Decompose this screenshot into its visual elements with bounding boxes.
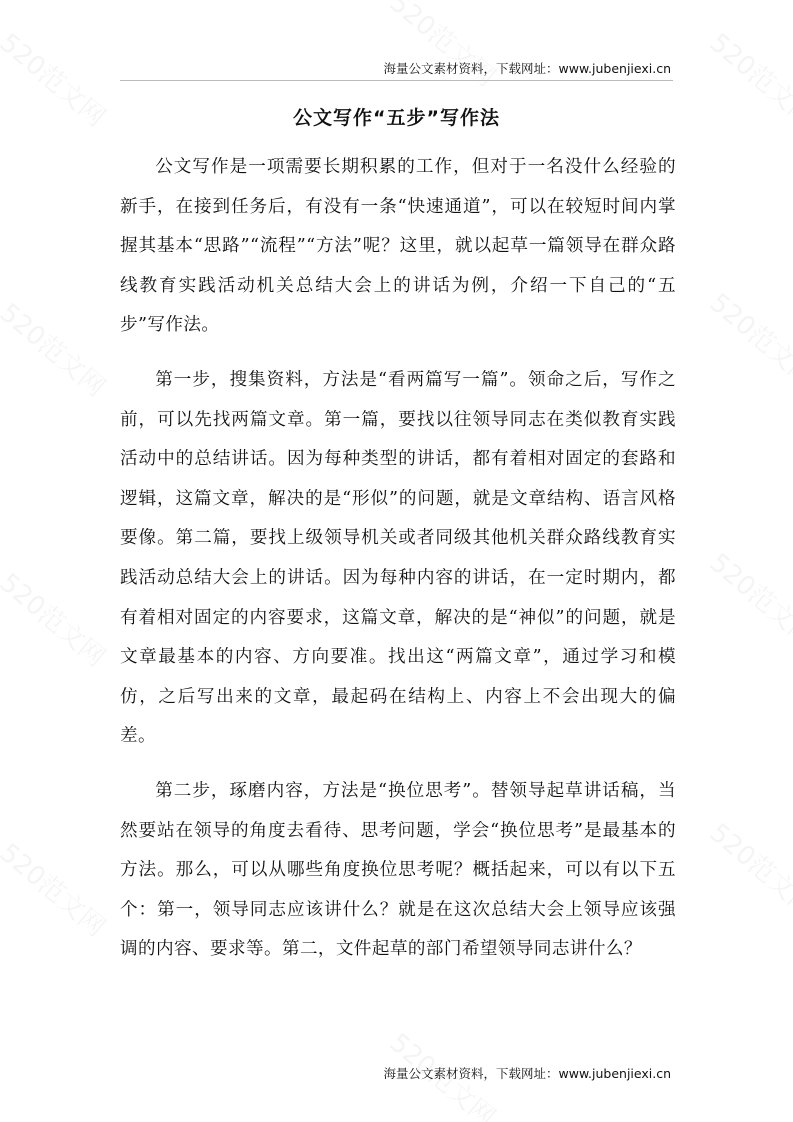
watermark-text bbox=[703, 543, 793, 653]
watermark-text bbox=[0, 833, 115, 943]
watermark-text bbox=[703, 23, 793, 133]
paragraph-step-two: 第二步，琢磨内容，方法是“换位思考”。替领导起草讲话稿，当然要站在领导的角度去看待、思考问题，学会“换位思考”是最基本的方法。那么，可以从哪些角度换位思考呢？概括起来，可以有以下五个：第一，领导同志应该讲什么？就是在这次总结大会上领导应该强调的内容、要求等。第二，文件起草的部门希望领导同志讲什么？ bbox=[120, 780, 676, 960]
document-body bbox=[120, 148, 676, 970]
watermark-text bbox=[703, 813, 793, 923]
paragraph-step-one: 第一步，搜集资料，方法是“看两篇写一篇”。领命之后，写作之前，可以先找两篇文章。第一篇，要找以往领导同志在类似教育实践活动中的总结讲话。因为每种类型的讲话，都有着相对固定的套路和逻辑，这篇文章，解决的是“形似”的问题，就是文章结构、语言风格要像。第二篇，要找上级领导机关或者同级其他机关群众路线教育实践活动总结大会上的讲话。因为每种内容的讲话，在一定时期内，都有着相对固定的内容要求，这篇文章，解决的是“神似”的问题，就是文章最基本的内容、方向要准。找出这“两篇文章”，通过学习和模仿，之后写出来的文章，最起码在结构上、内容上不会出现大的偏差。 bbox=[120, 369, 676, 747]
watermark-text bbox=[0, 23, 115, 133]
header-divider bbox=[120, 80, 673, 81]
page-header-note: 海量公文素材资料，下载网址：www.jubenjiexi.cn bbox=[383, 61, 671, 76]
document-title: 公文写作“五步”写作法 bbox=[293, 107, 500, 129]
watermark-text bbox=[0, 293, 115, 403]
paragraph-intro: 公文写作是一项需要长期积累的工作，但对于一名没什么经验的新手，在接到任务后，有没有一条“快速通道”，可以在较短时间内掌握其基本“思路”“流程”“方法”呢？这里，就以起草一篇领导在群众路线教育实践活动机关总结大会上的讲话为例，介绍一下自己的“五步”写作法。 bbox=[120, 157, 676, 336]
watermark-text bbox=[703, 283, 793, 393]
page-footer-note: 海量公文素材资料，下载网址：www.jubenjiexi.cn bbox=[383, 1066, 671, 1081]
watermark-text bbox=[0, 563, 115, 673]
